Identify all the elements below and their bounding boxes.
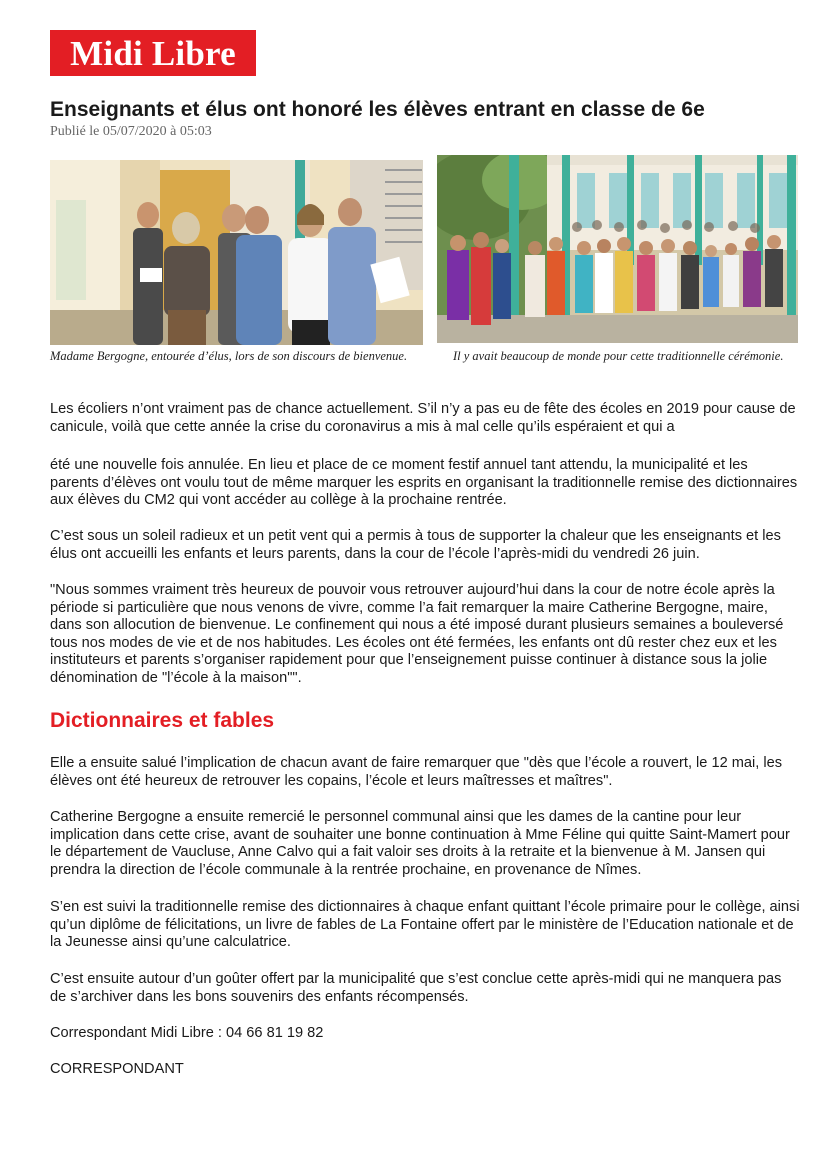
correspondent-contact: Correspondant Midi Libre : 04 66 81 19 82 (50, 1025, 324, 1041)
photo-caption-speech: Madame Bergogne, entourée d’élus, lors de son discours de bienvenue. (50, 349, 408, 363)
midi-libre-logo (50, 30, 256, 76)
paragraph-reopening: Elle a ensuite salué l’implication de chacun avant de faire remarquer que "dès que l’école a rouvert, le 12 mai, les élèves ont été heureux de retrouver les copains, l’école et leurs maîtresses et maîtres". (50, 755, 783, 789)
photo-speech (50, 160, 423, 345)
crowd-scene-image (437, 155, 798, 343)
speech-scene-image (50, 160, 423, 345)
photo-crowd (437, 155, 798, 343)
paragraph-intro: Les écoliers n’ont vraiment pas de chance actuellement. S’il n’y a pas eu de fête des écoles en 2019 pour cause de canicule, voilà que cette année la crise du coronavirus a mis à mal celle qu’ils espéraient et qui a (50, 401, 796, 435)
paragraph-weather: C’est sous un soleil radieux et un petit vent qui a permis à tous de supporter la chaleur que les enseignants et les élus ont accueilli les enfants et leurs parents, dans la cour de l’école l’après-midi du vendredi 26 juin. (50, 528, 781, 562)
publish-date: Publié le 05/07/2020 à 05:03 (50, 124, 212, 139)
paragraph-thanks: Catherine Bergogne a ensuite remercié le personnel communal ainsi que les dames de la cantine pour leur implication dans cette crise, avant de souhaiter une bonne continuation à Mme Féline qui quitte Saint-Mamert pour le département de Vaucluse, Anne Calvo qui a fait valoir ses droits à la retraite et la bienvenue à M. Jansen qui prendra la direction de l’école communale à la rentrée prochaine, en provenance de Nîmes. (50, 809, 790, 878)
photo-caption-crowd: Il y avait beaucoup de monde pour cette traditionnelle cérémonie. (453, 349, 784, 363)
logo-text: Midi Libre (70, 33, 236, 73)
paragraph-closing: C’est ensuite autour d’un goûter offert par la municipalité que s’est conclue cette après-midi qui ne manquera pas de s’archiver dans les bons souvenirs des enfants récompensés. (50, 971, 782, 1005)
correspondent-signature: CORRESPONDANT (50, 1061, 184, 1077)
paragraph-gifts: S’en est suivi la traditionnelle remise des dictionnaires à chaque enfant quittant l’école primaire pour le collège, ainsi qu’un diplôme de félicitations, un livre de fables de La Fontaine offert par le ministère de l’Education nationale et de la Jeunesse ainsi qu’une calculatrice. (50, 899, 800, 951)
article-title: Enseignants et élus ont honoré les élèves entrant en classe de 6e (50, 98, 705, 121)
paragraph-quote: "Nous sommes vraiment très heureux de pouvoir vous retrouver aujourd’hui dans la cour de notre école après la période si particulière que nous venons de vivre, comme l’a fait remarquer la maire Catherine Bergogne, maire, dans son allocution de bienvenue. Le confinement qui nous a été imposé durant plusieurs semaines a bouleversé tous nos modes de vie et de nos habitudes. Les écoles ont été fermées, les enfants ont dû rester chez eux et les instituteurs et parents s’organiser rapidement pour que l’enseignement puisse continuer à distance sous la jolie dénomination de "l’école à la maison"". (50, 582, 784, 686)
paragraph-ceremony: été une nouvelle fois annulée. En lieu et place de ce moment festif annuel tant attendu, la municipalité et les parents d’élèves ont voulu tout de même marquer les esprits en organisant la traditionnelle remise des dictionnaires aux élèves du CM2 qui vont accéder au collège à la prochaine rentrée. (50, 457, 798, 509)
section-heading: Dictionnaires et fables (50, 709, 275, 732)
